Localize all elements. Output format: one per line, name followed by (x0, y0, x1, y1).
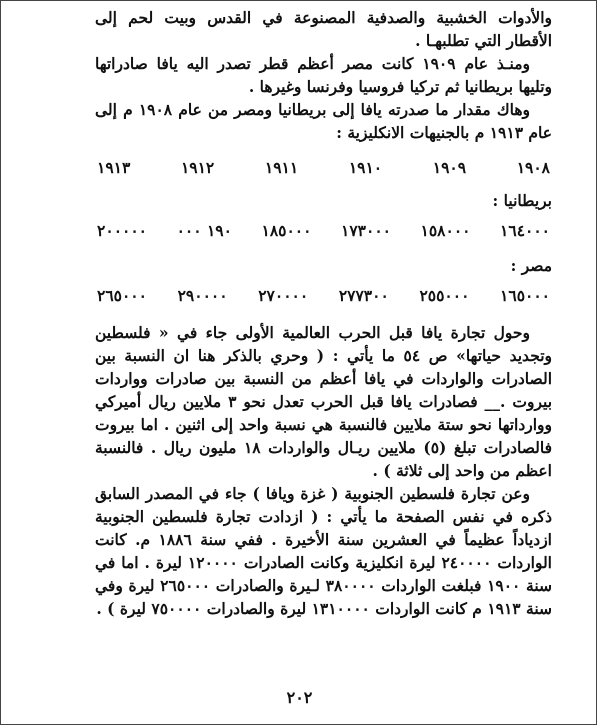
document-page (95, 6, 552, 620)
paragraph-export-partners: ومنـذ عام ١٩٠٩ كانت مصر أعظم قطر تصدر اليه يافا صادراتها وتليها بريطانيا ثم تركيا فروسيا وفرنسا وغيرها . (95, 54, 552, 96)
row-label-egypt: مصر : (510, 256, 552, 275)
paragraph-prewar-trade: وحول تجارة يافا قبل الحرب العالمية الأولى جاء في « فلسطين وتجديد حياتها» ص ٥٤ ما يأتي : ( وحري بالذكر هنا ان النسبة بين الصادرات والواردات في يافا أعظم من النسبة بين صادرات وواردات بيروت .__ فصادرات يافا قبل الحرب تعدل نحو ٣ ملايين ريال أميركي ووارداتها نحو ستة ملايين فالنسبة هي نسبة واحد إلى اثنين . اما بيروت فالصادرات تبلغ (٥) ملايين ريـال والواردات ١٨ مليون ريال . فالنسبة اعظم من واحد إلى ثلاثة ) . (95, 323, 553, 480)
year-cell: ١٩١١ (264, 158, 299, 177)
value-cell: ١٦٥٠٠٠ (500, 286, 550, 305)
text-block-top (95, 6, 552, 144)
table-row-egypt (95, 254, 552, 307)
page-number: ٢٠٢ (286, 688, 313, 707)
year-cell: ١٩٠٨ (516, 158, 550, 177)
value-cell: ٢٠٠٠٠٠ (97, 221, 147, 240)
value-cell: ٢٥٥٠٠٠ (419, 286, 470, 305)
row-label-britain: بريطانيا : (492, 191, 552, 210)
paragraph-southern-trade: وعن تجارة فلسطين الجنوبية ( غزة ويافا ) جاء في المصدر السابق ذكره في نفس الصفحة ما يأتي : ( ازدادت تجارة فلسطين الجنوبية ازدياداً عظيماً في العشرين سنة الأخيرة . ففي سنة ١٨٨٦ م. كانت الواردات ٢٤٠٠٠٠ ليرة انكليزية وكانت الصادرات ١٢٠٠٠٠ ليرة . اما في سنة ١٩٠٠ فبلغت الواردات ٣٨٠٠٠٠ لـيرة والصادرات ٢٦٥٠٠٠ ليرة وفي سنة ١٩١٣ م كانت الواردات ١٣١٠٠٠٠ ليرة والصادرات ٧٥٠٠٠٠ ليرة ) . (95, 484, 552, 618)
value-cell: ١٨٥٠٠٠ (261, 221, 312, 240)
year-cell: ١٩٠٩ (432, 158, 467, 177)
value-cell: ١٦٤٠٠٠ (500, 221, 550, 240)
paragraph-workshops: والأدوات الخشبية والصدفية المصنوعة في القدس وبيت لحم إلى الأقطار التي تطلبهـا . (95, 8, 552, 50)
value-cell: ٢٦٥٠٠٠ (97, 286, 147, 305)
table-year-header (95, 156, 552, 179)
row-values-britain (95, 219, 552, 242)
year-cell: ١٩١٢ (180, 158, 215, 177)
value-cell: ٢٩٠٠٠٠ (177, 286, 228, 305)
row-values-egypt (95, 284, 552, 307)
year-cell: ١٩١٣ (97, 158, 131, 177)
value-cell: ١٥٨٠٠٠ (420, 221, 471, 240)
paragraph-table-intro: وهاك مقدار ما صدرته يافا إلى بريطانيا ومصر من عام ١٩٠٨ م إلى عام ١٩١٣ م بالجنيهات الانكليزية : (95, 100, 552, 142)
value-cell: ١٧٣٠٠٠ (341, 221, 391, 240)
table-row-britain (95, 189, 552, 242)
text-block-bottom (95, 321, 552, 620)
value-cell: ١٩٠ ٠٠٠ (176, 221, 232, 240)
value-cell: ٢٧٠٠٠٠ (258, 286, 309, 305)
exports-table (95, 156, 552, 307)
year-cell: ١٩١٠ (348, 158, 383, 177)
value-cell: ٢٧٧٣٠٠ (338, 286, 389, 305)
